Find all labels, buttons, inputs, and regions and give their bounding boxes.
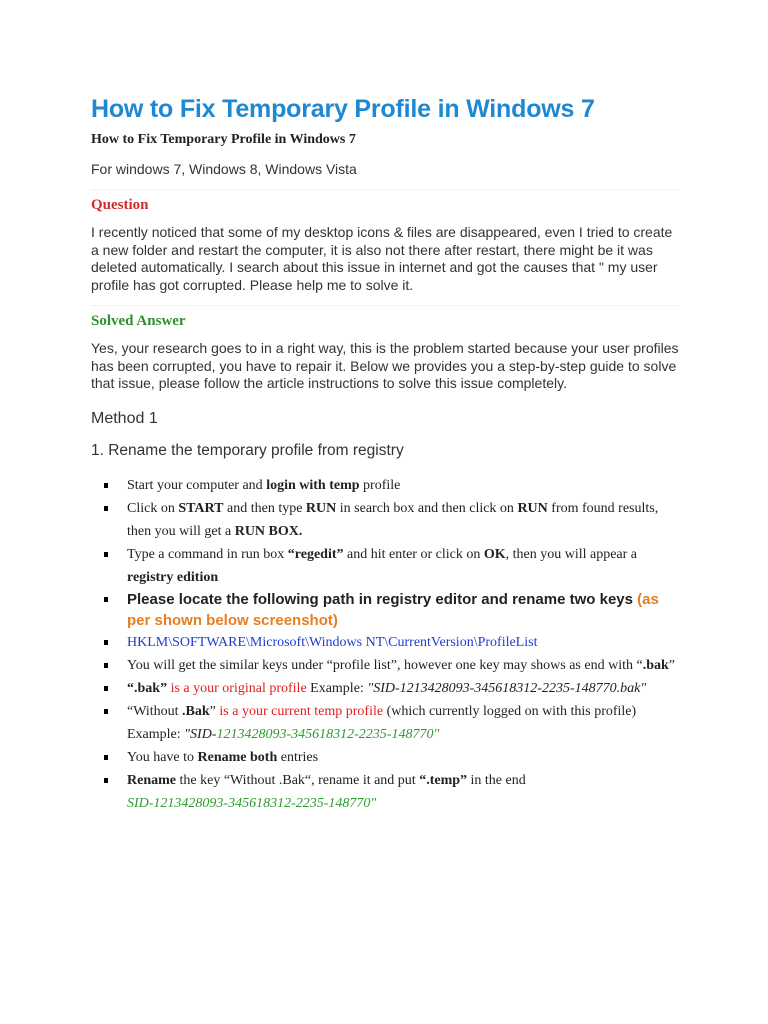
final-sid-value: SID-1213428093-345618312-2235-148770" xyxy=(127,795,377,811)
list-item: Click on START and then type RUN in search box and then click on RUN from found results, then you will get a RUN BOX. xyxy=(91,497,681,543)
bullet-icon xyxy=(104,640,108,645)
list-item: Rename the key “Without .Bak“, rename it and put “.temp” in the end xyxy=(91,769,681,792)
answer-text: Yes, your research goes to in a right way, this is the problem started because your user profiles has been corrupted, you have to repair it. Below we provides you a step-by-step guide to solve that issue, please follow the article instructions to solve this issue completely. xyxy=(91,340,679,391)
list-item: You will get the similar keys under “profile list”, however one key may shows as end with “.bak” xyxy=(91,654,681,677)
bullet-icon xyxy=(104,709,108,714)
bullet-icon xyxy=(104,483,108,488)
steps-list xyxy=(91,474,681,792)
list-item: You have to Rename both entries xyxy=(91,746,681,769)
list-item: “.bak” is a your original profile Example: "SID-1213428093-345618312-2235-148770.bak" xyxy=(91,677,681,700)
list-item: Type a command in run box “regedit” and hit enter or click on OK, then you will appear a registry edition xyxy=(91,543,681,589)
article-subtitle: How to Fix Temporary Profile in Windows 7 xyxy=(91,132,356,147)
bullet-icon xyxy=(104,778,108,783)
page-title: How to Fix Temporary Profile in Windows 7 xyxy=(91,95,595,123)
list-item: “Without .Bak” is a your current temp profile (which currently logged on with this profile) Example: "SID-1213428093-345618312-2235-148770" xyxy=(91,700,681,746)
divider xyxy=(91,189,678,190)
answer-heading: Solved Answer xyxy=(91,313,186,329)
question-text: I recently noticed that some of my desktop icons & files are disappeared, even I tried to create a new folder and restart the computer, it is also not there after restart, there might be it was deleted automatically. I search about this issue in internet and got the causes that " my user profile has got corrupted. Please help me to solve it. xyxy=(91,224,673,293)
bullet-icon xyxy=(104,663,108,668)
divider xyxy=(91,305,678,306)
list-item: Please locate the following path in registry editor and rename two keys (as per shown below screenshot) xyxy=(91,589,681,631)
question-heading: Question xyxy=(91,197,149,213)
bullet-icon xyxy=(104,686,108,691)
bullet-icon xyxy=(104,552,108,557)
list-item: Start your computer and login with temp profile xyxy=(91,474,681,497)
bullet-icon xyxy=(104,506,108,511)
method-title: Method 1 xyxy=(91,409,158,427)
list-item xyxy=(91,631,681,654)
bullet-icon xyxy=(104,755,108,760)
platforms-line: For windows 7, Windows 8, Windows Vista xyxy=(91,161,357,177)
step-title: 1. Rename the temporary profile from registry xyxy=(91,441,404,459)
bullet-icon xyxy=(104,597,108,602)
registry-path-link[interactable]: HKLM\SOFTWARE\Microsoft\Windows NT\CurrentVersion\ProfileList xyxy=(127,634,538,650)
